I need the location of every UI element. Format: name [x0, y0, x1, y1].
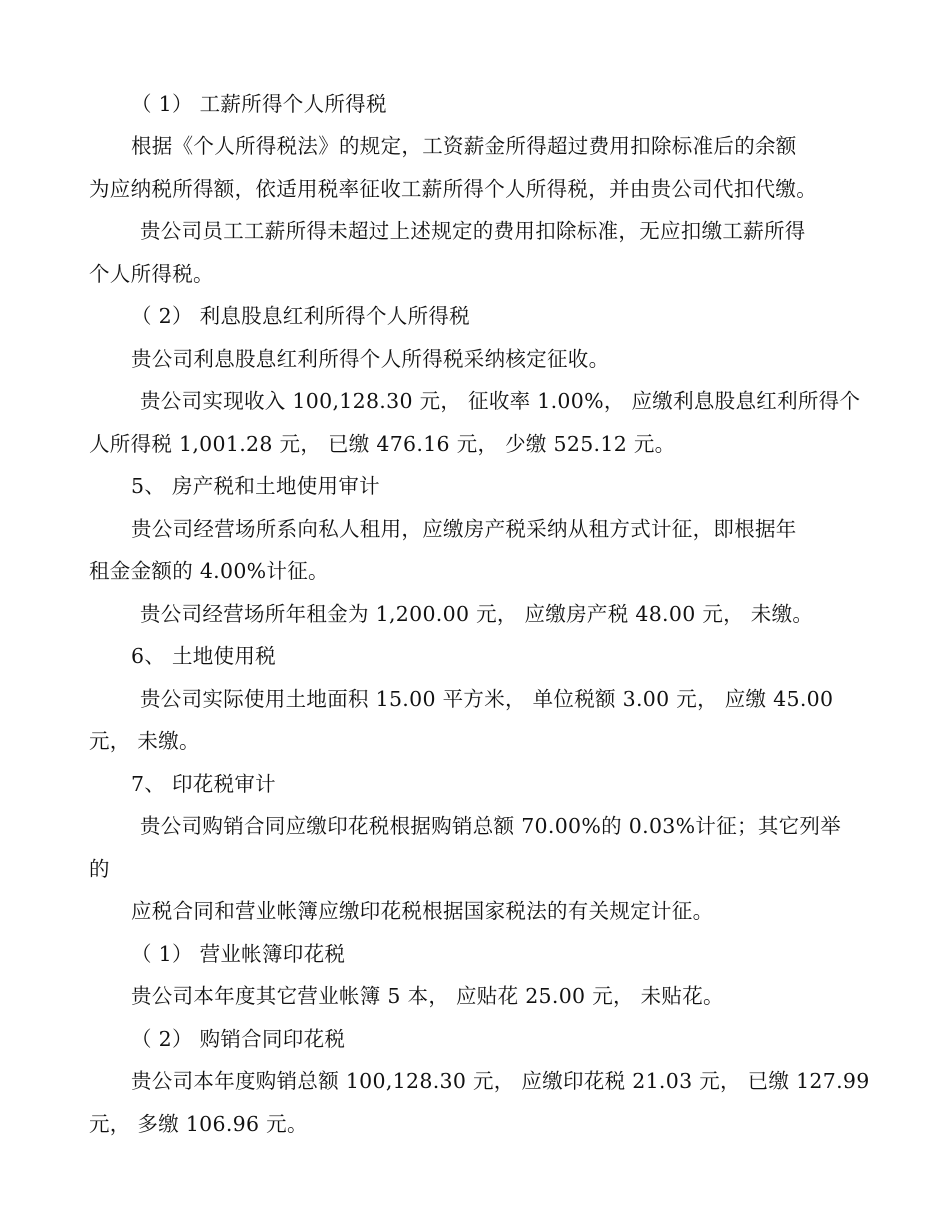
paragraph-line: 人所得税 1,001.28 元， 已缴 476.16 元， 少缴 525.12 元。 [89, 432, 676, 456]
paragraph-line: 贵公司购销合同应缴印花税根据购销总额 70.00%的 0.03%计征；其它列举 [140, 814, 842, 838]
heading-land-use-tax: 6、 土地使用税 [131, 644, 276, 668]
paragraph-line: 租金金额的 4.00%计征。 [89, 559, 329, 583]
heading-dividend-income-tax: （ 2） 利息股息红利所得个人所得税 [131, 304, 470, 328]
paragraph-line: 元， 多缴 106.96 元。 [89, 1112, 308, 1136]
heading-ledger-stamp-tax: （ 1） 营业帐簿印花税 [131, 942, 346, 966]
paragraph-line: 个人所得税。 [89, 262, 214, 286]
paragraph-line: 贵公司实现收入 100,128.30 元， 征收率 1.00%， 应缴利息股息红利所得个 [140, 389, 861, 413]
heading-contract-stamp-tax: （ 2） 购销合同印花税 [131, 1027, 346, 1051]
paragraph-line: 贵公司实际使用土地面积 15.00 平方米， 单位税额 3.00 元， 应缴 45.00 [140, 687, 834, 711]
heading-stamp-tax: 7、 印花税审计 [131, 772, 276, 796]
heading-property-tax: 5、 房产税和土地使用审计 [131, 474, 380, 498]
paragraph-line: 贵公司经营场所年租金为 1,200.00 元， 应缴房产税 48.00 元， 未缴。 [140, 602, 814, 626]
paragraph-line: 贵公司本年度购销总额 100,128.30 元， 应缴印花税 21.03 元， 已缴 127.99 [131, 1069, 870, 1093]
paragraph-line: 贵公司利息股息红利所得个人所得税采纳核定征收。 [131, 347, 610, 371]
heading-salary-income-tax: （ 1） 工薪所得个人所得税 [131, 92, 387, 116]
paragraph-line: 贵公司经营场所系向私人租用，应缴房产税采纳从租方式计征，即根据年 [131, 517, 797, 541]
paragraph-line: 贵公司本年度其它营业帐簿 5 本， 应贴花 25.00 元， 未贴花。 [131, 984, 724, 1008]
paragraph-line: 为应纳税所得额，依适用税率征收工薪所得个人所得税，并由贵公司代扣代缴。 [89, 177, 817, 201]
paragraph-line: 元， 未缴。 [89, 729, 200, 753]
paragraph-line: 的 [89, 857, 110, 881]
paragraph-line: 应税合同和营业帐簿应缴印花税根据国家税法的有关规定计征。 [131, 899, 714, 923]
paragraph-line: 根据《个人所得税法》的规定，工资薪金所得超过费用扣除标准后的余额 [131, 134, 797, 158]
paragraph-line: 贵公司员工工薪所得未超过上述规定的费用扣除标准，无应扣缴工薪所得 [140, 219, 806, 243]
